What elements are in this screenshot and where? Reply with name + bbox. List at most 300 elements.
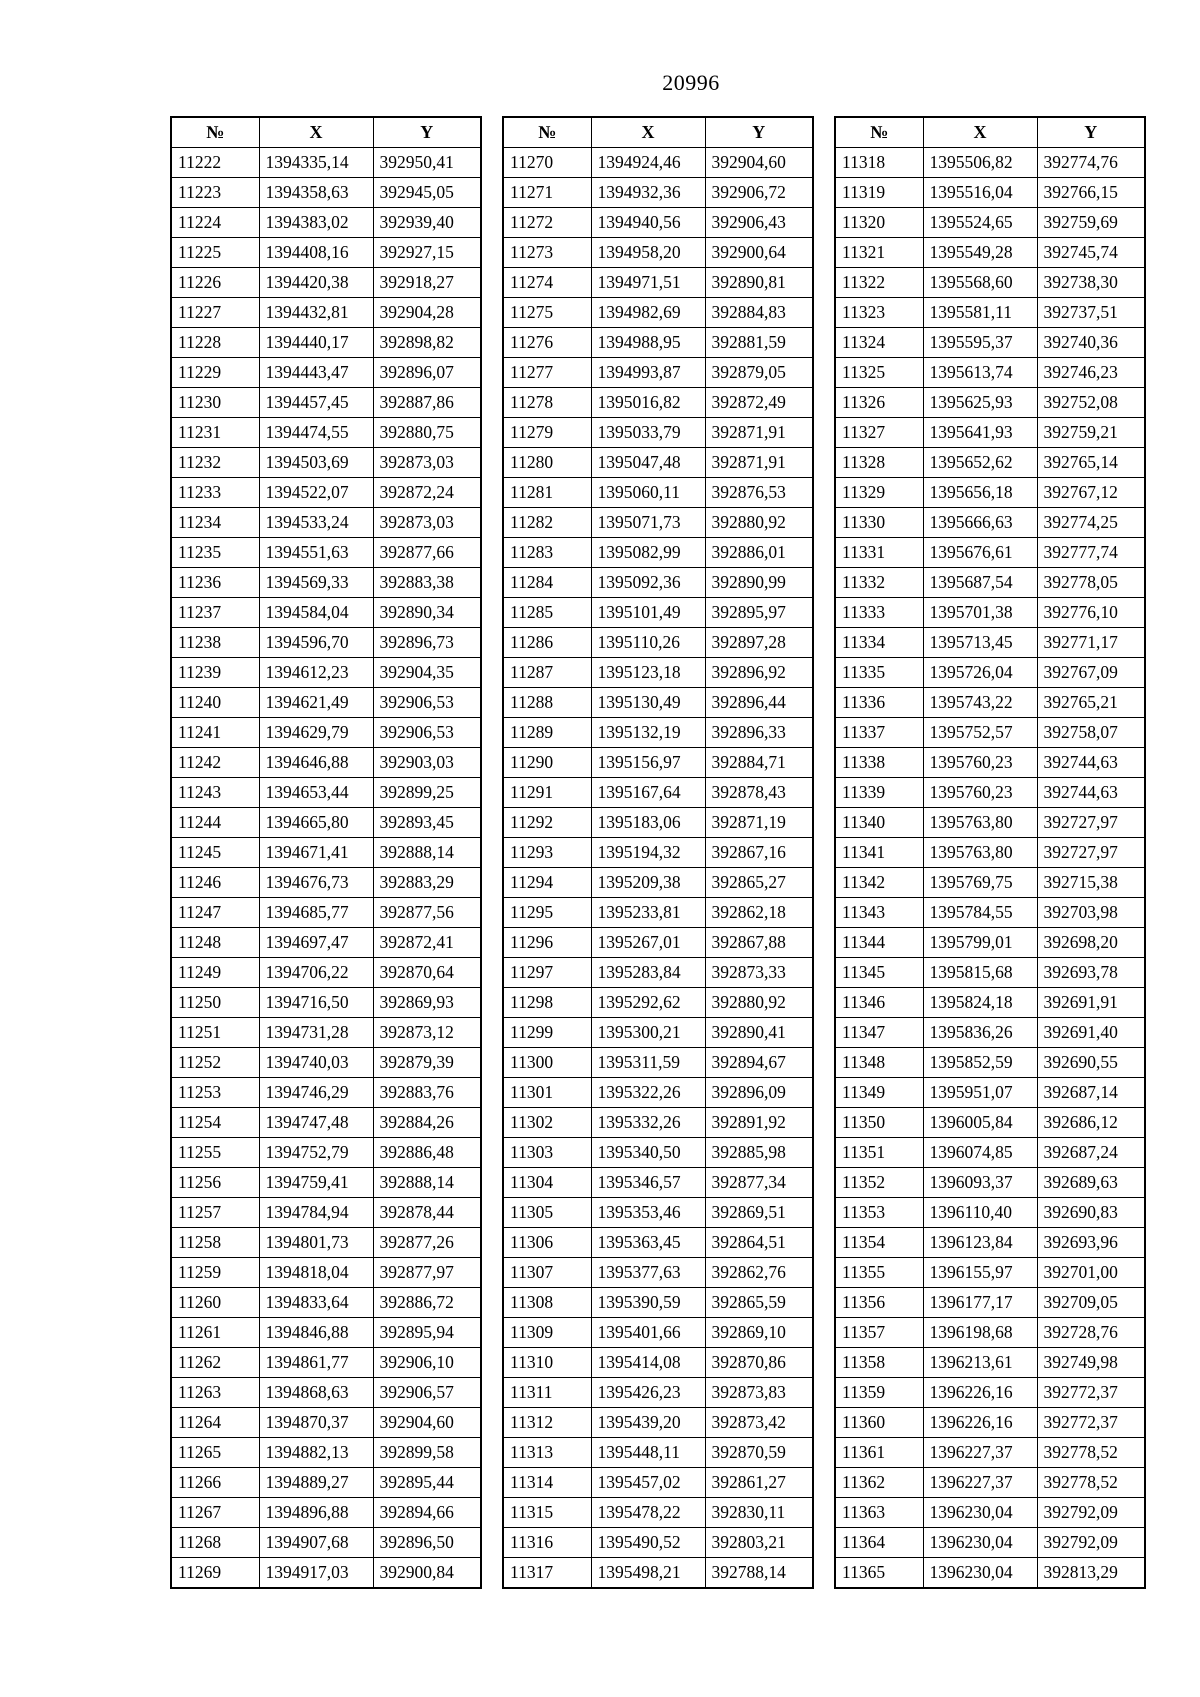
y-coordinate-cell: 392689,63 xyxy=(1037,1168,1145,1198)
y-coordinate-cell: 392906,53 xyxy=(373,688,481,718)
point-number-cell: 11333 xyxy=(835,598,923,628)
point-number-cell: 11271 xyxy=(503,178,591,208)
x-coordinate-cell: 1394335,14 xyxy=(259,148,373,178)
y-coordinate-cell: 392903,03 xyxy=(373,748,481,778)
point-number-cell: 11307 xyxy=(503,1258,591,1288)
x-coordinate-cell: 1394932,36 xyxy=(591,178,705,208)
table-row xyxy=(503,748,813,778)
x-coordinate-cell: 1394676,73 xyxy=(259,868,373,898)
x-coordinate-cell: 1394958,20 xyxy=(591,238,705,268)
point-number-cell: 11342 xyxy=(835,868,923,898)
table-row xyxy=(835,388,1145,418)
x-coordinate-cell: 1395625,93 xyxy=(923,388,1037,418)
table-row xyxy=(503,1108,813,1138)
x-coordinate-cell: 1395769,75 xyxy=(923,868,1037,898)
y-coordinate-cell: 392893,45 xyxy=(373,808,481,838)
y-coordinate-cell: 392884,83 xyxy=(705,298,813,328)
point-number-cell: 11250 xyxy=(171,988,259,1018)
y-coordinate-cell: 392737,51 xyxy=(1037,298,1145,328)
point-number-cell: 11287 xyxy=(503,658,591,688)
point-number-cell: 11321 xyxy=(835,238,923,268)
x-coordinate-cell: 1394924,46 xyxy=(591,148,705,178)
point-number-cell: 11303 xyxy=(503,1138,591,1168)
point-number-cell: 11345 xyxy=(835,958,923,988)
table-row xyxy=(171,358,481,388)
x-coordinate-cell: 1394784,94 xyxy=(259,1198,373,1228)
y-coordinate-cell: 392738,30 xyxy=(1037,268,1145,298)
y-coordinate-cell: 392778,05 xyxy=(1037,568,1145,598)
header-number: № xyxy=(835,117,923,148)
y-coordinate-cell: 392873,03 xyxy=(373,508,481,538)
point-number-cell: 11343 xyxy=(835,898,923,928)
x-coordinate-cell: 1395490,52 xyxy=(591,1528,705,1558)
point-number-cell: 11281 xyxy=(503,478,591,508)
x-coordinate-cell: 1394584,04 xyxy=(259,598,373,628)
point-number-cell: 11227 xyxy=(171,298,259,328)
table-row xyxy=(835,508,1145,538)
x-coordinate-cell: 1394940,56 xyxy=(591,208,705,238)
point-number-cell: 11364 xyxy=(835,1528,923,1558)
x-coordinate-cell: 1395568,60 xyxy=(923,268,1037,298)
table-row xyxy=(171,928,481,958)
table-row xyxy=(503,658,813,688)
point-number-cell: 11282 xyxy=(503,508,591,538)
table-row xyxy=(171,898,481,928)
x-coordinate-cell: 1394685,77 xyxy=(259,898,373,928)
table-row xyxy=(171,208,481,238)
table-row xyxy=(835,868,1145,898)
table-row xyxy=(835,238,1145,268)
table-row xyxy=(835,1318,1145,1348)
point-number-cell: 11328 xyxy=(835,448,923,478)
x-coordinate-cell: 1394653,44 xyxy=(259,778,373,808)
x-coordinate-cell: 1394457,45 xyxy=(259,388,373,418)
x-coordinate-cell: 1396227,37 xyxy=(923,1468,1037,1498)
table-row xyxy=(171,988,481,1018)
point-number-cell: 11317 xyxy=(503,1558,591,1589)
x-coordinate-cell: 1394747,48 xyxy=(259,1108,373,1138)
y-coordinate-cell: 392701,00 xyxy=(1037,1258,1145,1288)
y-coordinate-cell: 392774,25 xyxy=(1037,508,1145,538)
y-coordinate-cell: 392765,14 xyxy=(1037,448,1145,478)
table-row xyxy=(503,898,813,928)
y-coordinate-cell: 392693,96 xyxy=(1037,1228,1145,1258)
table-row xyxy=(835,1168,1145,1198)
x-coordinate-cell: 1395426,23 xyxy=(591,1378,705,1408)
point-number-cell: 11289 xyxy=(503,718,591,748)
table-row xyxy=(835,178,1145,208)
x-coordinate-cell: 1394752,79 xyxy=(259,1138,373,1168)
x-coordinate-cell: 1395595,37 xyxy=(923,328,1037,358)
y-coordinate-cell: 392792,09 xyxy=(1037,1498,1145,1528)
y-coordinate-cell: 392867,16 xyxy=(705,838,813,868)
x-coordinate-cell: 1394569,33 xyxy=(259,568,373,598)
x-coordinate-cell: 1395130,49 xyxy=(591,688,705,718)
header-x: X xyxy=(259,117,373,148)
x-coordinate-cell: 1395156,97 xyxy=(591,748,705,778)
table-row xyxy=(835,1258,1145,1288)
y-coordinate-cell: 392904,60 xyxy=(705,148,813,178)
table-row xyxy=(171,1138,481,1168)
y-coordinate-cell: 392883,76 xyxy=(373,1078,481,1108)
y-coordinate-cell: 392862,76 xyxy=(705,1258,813,1288)
point-number-cell: 11356 xyxy=(835,1288,923,1318)
table-row xyxy=(503,808,813,838)
x-coordinate-cell: 1395209,38 xyxy=(591,868,705,898)
x-coordinate-cell: 1396110,40 xyxy=(923,1198,1037,1228)
y-coordinate-cell: 392693,78 xyxy=(1037,958,1145,988)
x-coordinate-cell: 1394383,02 xyxy=(259,208,373,238)
table-row xyxy=(835,1528,1145,1558)
header-x: X xyxy=(923,117,1037,148)
x-coordinate-cell: 1395300,21 xyxy=(591,1018,705,1048)
x-coordinate-cell: 1395353,46 xyxy=(591,1198,705,1228)
table-row xyxy=(835,688,1145,718)
x-coordinate-cell: 1394993,87 xyxy=(591,358,705,388)
table-row xyxy=(171,238,481,268)
table-row xyxy=(503,778,813,808)
y-coordinate-cell: 392873,12 xyxy=(373,1018,481,1048)
table-row xyxy=(171,148,481,178)
x-coordinate-cell: 1394818,04 xyxy=(259,1258,373,1288)
x-coordinate-cell: 1394746,29 xyxy=(259,1078,373,1108)
header-x: X xyxy=(591,117,705,148)
y-coordinate-cell: 392690,83 xyxy=(1037,1198,1145,1228)
point-number-cell: 11298 xyxy=(503,988,591,1018)
table-row xyxy=(171,598,481,628)
y-coordinate-cell: 392803,21 xyxy=(705,1528,813,1558)
point-number-cell: 11257 xyxy=(171,1198,259,1228)
x-coordinate-cell: 1395060,11 xyxy=(591,478,705,508)
y-coordinate-cell: 392950,41 xyxy=(373,148,481,178)
y-coordinate-cell: 392890,41 xyxy=(705,1018,813,1048)
table-row xyxy=(835,958,1145,988)
point-number-cell: 11296 xyxy=(503,928,591,958)
table-row xyxy=(835,718,1145,748)
point-number-cell: 11304 xyxy=(503,1168,591,1198)
table-row xyxy=(503,1378,813,1408)
point-number-cell: 11246 xyxy=(171,868,259,898)
point-number-cell: 11254 xyxy=(171,1108,259,1138)
y-coordinate-cell: 392896,33 xyxy=(705,718,813,748)
table-row xyxy=(503,598,813,628)
point-number-cell: 11360 xyxy=(835,1408,923,1438)
x-coordinate-cell: 1394420,38 xyxy=(259,268,373,298)
y-coordinate-cell: 392686,12 xyxy=(1037,1108,1145,1138)
x-coordinate-cell: 1394706,22 xyxy=(259,958,373,988)
table-row xyxy=(503,238,813,268)
x-coordinate-cell: 1395516,04 xyxy=(923,178,1037,208)
table-row xyxy=(835,208,1145,238)
table-row xyxy=(835,1048,1145,1078)
y-coordinate-cell: 392906,72 xyxy=(705,178,813,208)
y-coordinate-cell: 392899,58 xyxy=(373,1438,481,1468)
header-y: Y xyxy=(373,117,481,148)
x-coordinate-cell: 1396230,04 xyxy=(923,1558,1037,1589)
y-coordinate-cell: 392765,21 xyxy=(1037,688,1145,718)
y-coordinate-cell: 392904,28 xyxy=(373,298,481,328)
point-number-cell: 11293 xyxy=(503,838,591,868)
point-number-cell: 11349 xyxy=(835,1078,923,1108)
point-number-cell: 11297 xyxy=(503,958,591,988)
x-coordinate-cell: 1394988,95 xyxy=(591,328,705,358)
y-coordinate-cell: 392896,73 xyxy=(373,628,481,658)
y-coordinate-cell: 392870,64 xyxy=(373,958,481,988)
y-coordinate-cell: 392890,99 xyxy=(705,568,813,598)
table-row xyxy=(503,1198,813,1228)
table-row xyxy=(171,688,481,718)
point-number-cell: 11330 xyxy=(835,508,923,538)
x-coordinate-cell: 1394671,41 xyxy=(259,838,373,868)
point-number-cell: 11233 xyxy=(171,478,259,508)
point-number-cell: 11238 xyxy=(171,628,259,658)
table-row xyxy=(503,838,813,868)
y-coordinate-cell: 392872,49 xyxy=(705,388,813,418)
point-number-cell: 11346 xyxy=(835,988,923,1018)
point-number-cell: 11280 xyxy=(503,448,591,478)
table-row xyxy=(835,898,1145,928)
table-row xyxy=(503,1018,813,1048)
point-number-cell: 11228 xyxy=(171,328,259,358)
table-row xyxy=(835,628,1145,658)
point-number-cell: 11323 xyxy=(835,298,923,328)
table-row xyxy=(835,1078,1145,1108)
x-coordinate-cell: 1395824,18 xyxy=(923,988,1037,1018)
point-number-cell: 11329 xyxy=(835,478,923,508)
x-coordinate-cell: 1394646,88 xyxy=(259,748,373,778)
table-row xyxy=(171,838,481,868)
table-row xyxy=(171,568,481,598)
table-row xyxy=(171,298,481,328)
table-row xyxy=(171,658,481,688)
point-number-cell: 11290 xyxy=(503,748,591,778)
x-coordinate-cell: 1395101,49 xyxy=(591,598,705,628)
point-number-cell: 11331 xyxy=(835,538,923,568)
table-row xyxy=(171,1078,481,1108)
y-coordinate-cell: 392861,27 xyxy=(705,1468,813,1498)
table-row xyxy=(835,1348,1145,1378)
x-coordinate-cell: 1394846,88 xyxy=(259,1318,373,1348)
y-coordinate-cell: 392888,14 xyxy=(373,838,481,868)
y-coordinate-cell: 392886,48 xyxy=(373,1138,481,1168)
point-number-cell: 11358 xyxy=(835,1348,923,1378)
table-row xyxy=(503,298,813,328)
x-coordinate-cell: 1395549,28 xyxy=(923,238,1037,268)
point-number-cell: 11288 xyxy=(503,688,591,718)
x-coordinate-cell: 1395498,21 xyxy=(591,1558,705,1589)
y-coordinate-cell: 392881,59 xyxy=(705,328,813,358)
y-coordinate-cell: 392895,94 xyxy=(373,1318,481,1348)
y-coordinate-cell: 392896,07 xyxy=(373,358,481,388)
x-coordinate-cell: 1396177,17 xyxy=(923,1288,1037,1318)
header-number: № xyxy=(503,117,591,148)
y-coordinate-cell: 392939,40 xyxy=(373,208,481,238)
point-number-cell: 11340 xyxy=(835,808,923,838)
x-coordinate-cell: 1395687,54 xyxy=(923,568,1037,598)
table-row xyxy=(171,388,481,418)
point-number-cell: 11352 xyxy=(835,1168,923,1198)
table-row xyxy=(171,1288,481,1318)
table-row xyxy=(171,418,481,448)
table-row xyxy=(835,478,1145,508)
y-coordinate-cell: 392691,91 xyxy=(1037,988,1145,1018)
y-coordinate-cell: 392885,98 xyxy=(705,1138,813,1168)
table-row xyxy=(503,1168,813,1198)
y-coordinate-cell: 392873,33 xyxy=(705,958,813,988)
table-row xyxy=(503,868,813,898)
y-coordinate-cell: 392709,05 xyxy=(1037,1288,1145,1318)
table-row xyxy=(171,508,481,538)
table-row xyxy=(503,148,813,178)
table-header-row xyxy=(503,117,813,148)
table-row xyxy=(171,778,481,808)
table-row xyxy=(835,1198,1145,1228)
point-number-cell: 11230 xyxy=(171,388,259,418)
x-coordinate-cell: 1395071,73 xyxy=(591,508,705,538)
point-number-cell: 11262 xyxy=(171,1348,259,1378)
table-row xyxy=(171,748,481,778)
table-row xyxy=(503,1228,813,1258)
y-coordinate-cell: 392873,42 xyxy=(705,1408,813,1438)
x-coordinate-cell: 1395763,80 xyxy=(923,838,1037,868)
point-number-cell: 11292 xyxy=(503,808,591,838)
x-coordinate-cell: 1395110,26 xyxy=(591,628,705,658)
y-coordinate-cell: 392899,25 xyxy=(373,778,481,808)
table-row xyxy=(835,928,1145,958)
point-number-cell: 11357 xyxy=(835,1318,923,1348)
point-number-cell: 11242 xyxy=(171,748,259,778)
table-row xyxy=(503,628,813,658)
table-row xyxy=(171,808,481,838)
point-number-cell: 11284 xyxy=(503,568,591,598)
point-number-cell: 11311 xyxy=(503,1378,591,1408)
y-coordinate-cell: 392871,91 xyxy=(705,418,813,448)
y-coordinate-cell: 392873,03 xyxy=(373,448,481,478)
table-row xyxy=(503,358,813,388)
point-number-cell: 11326 xyxy=(835,388,923,418)
y-coordinate-cell: 392772,37 xyxy=(1037,1378,1145,1408)
y-coordinate-cell: 392880,92 xyxy=(705,988,813,1018)
point-number-cell: 11337 xyxy=(835,718,923,748)
table-row xyxy=(503,268,813,298)
x-coordinate-cell: 1394474,55 xyxy=(259,418,373,448)
point-number-cell: 11341 xyxy=(835,838,923,868)
table-row xyxy=(503,1498,813,1528)
table-row xyxy=(835,808,1145,838)
point-number-cell: 11231 xyxy=(171,418,259,448)
y-coordinate-cell: 392891,92 xyxy=(705,1108,813,1138)
y-coordinate-cell: 392744,63 xyxy=(1037,778,1145,808)
y-coordinate-cell: 392872,41 xyxy=(373,928,481,958)
point-number-cell: 11249 xyxy=(171,958,259,988)
table-row xyxy=(503,448,813,478)
y-coordinate-cell: 392888,14 xyxy=(373,1168,481,1198)
point-number-cell: 11259 xyxy=(171,1258,259,1288)
point-number-cell: 11336 xyxy=(835,688,923,718)
x-coordinate-cell: 1395016,82 xyxy=(591,388,705,418)
x-coordinate-cell: 1394833,64 xyxy=(259,1288,373,1318)
y-coordinate-cell: 392745,74 xyxy=(1037,238,1145,268)
table-row xyxy=(503,178,813,208)
point-number-cell: 11273 xyxy=(503,238,591,268)
point-number-cell: 11235 xyxy=(171,538,259,568)
y-coordinate-cell: 392906,57 xyxy=(373,1378,481,1408)
y-coordinate-cell: 392884,71 xyxy=(705,748,813,778)
x-coordinate-cell: 1395784,55 xyxy=(923,898,1037,928)
y-coordinate-cell: 392877,34 xyxy=(705,1168,813,1198)
point-number-cell: 11310 xyxy=(503,1348,591,1378)
y-coordinate-cell: 392703,98 xyxy=(1037,898,1145,928)
point-number-cell: 11252 xyxy=(171,1048,259,1078)
point-number-cell: 11325 xyxy=(835,358,923,388)
x-coordinate-cell: 1395752,57 xyxy=(923,718,1037,748)
table-row xyxy=(503,568,813,598)
point-number-cell: 11354 xyxy=(835,1228,923,1258)
header-y: Y xyxy=(1037,117,1145,148)
table-row xyxy=(835,988,1145,1018)
table-header-row xyxy=(835,117,1145,148)
y-coordinate-cell: 392906,43 xyxy=(705,208,813,238)
table-row xyxy=(503,508,813,538)
y-coordinate-cell: 392878,43 xyxy=(705,778,813,808)
table-row xyxy=(835,538,1145,568)
table-row xyxy=(835,1138,1145,1168)
y-coordinate-cell: 392900,84 xyxy=(373,1558,481,1589)
x-coordinate-cell: 1395332,26 xyxy=(591,1108,705,1138)
x-coordinate-cell: 1395292,62 xyxy=(591,988,705,1018)
table-row xyxy=(835,568,1145,598)
x-coordinate-cell: 1396093,37 xyxy=(923,1168,1037,1198)
x-coordinate-cell: 1394612,23 xyxy=(259,658,373,688)
table-row xyxy=(171,1048,481,1078)
point-number-cell: 11237 xyxy=(171,598,259,628)
x-coordinate-cell: 1395524,65 xyxy=(923,208,1037,238)
point-number-cell: 11316 xyxy=(503,1528,591,1558)
table-row xyxy=(503,928,813,958)
table-row xyxy=(171,1528,481,1558)
y-coordinate-cell: 392776,10 xyxy=(1037,598,1145,628)
table-row xyxy=(835,1468,1145,1498)
table-row xyxy=(503,1288,813,1318)
point-number-cell: 11222 xyxy=(171,148,259,178)
point-number-cell: 11302 xyxy=(503,1108,591,1138)
x-coordinate-cell: 1394971,51 xyxy=(591,268,705,298)
point-number-cell: 11225 xyxy=(171,238,259,268)
point-number-cell: 11363 xyxy=(835,1498,923,1528)
x-coordinate-cell: 1394917,03 xyxy=(259,1558,373,1589)
y-coordinate-cell: 392896,92 xyxy=(705,658,813,688)
y-coordinate-cell: 392870,86 xyxy=(705,1348,813,1378)
point-number-cell: 11283 xyxy=(503,538,591,568)
table-row xyxy=(503,1408,813,1438)
y-coordinate-cell: 392945,05 xyxy=(373,178,481,208)
x-coordinate-cell: 1394889,27 xyxy=(259,1468,373,1498)
x-coordinate-cell: 1396213,61 xyxy=(923,1348,1037,1378)
table-row xyxy=(171,328,481,358)
point-number-cell: 11286 xyxy=(503,628,591,658)
y-coordinate-cell: 392727,97 xyxy=(1037,838,1145,868)
x-coordinate-cell: 1394716,50 xyxy=(259,988,373,1018)
point-number-cell: 11223 xyxy=(171,178,259,208)
point-number-cell: 11253 xyxy=(171,1078,259,1108)
table-row xyxy=(835,838,1145,868)
y-coordinate-cell: 392880,92 xyxy=(705,508,813,538)
y-coordinate-cell: 392715,38 xyxy=(1037,868,1145,898)
y-coordinate-cell: 392879,39 xyxy=(373,1048,481,1078)
y-coordinate-cell: 392896,44 xyxy=(705,688,813,718)
x-coordinate-cell: 1394551,63 xyxy=(259,538,373,568)
x-coordinate-cell: 1395743,22 xyxy=(923,688,1037,718)
